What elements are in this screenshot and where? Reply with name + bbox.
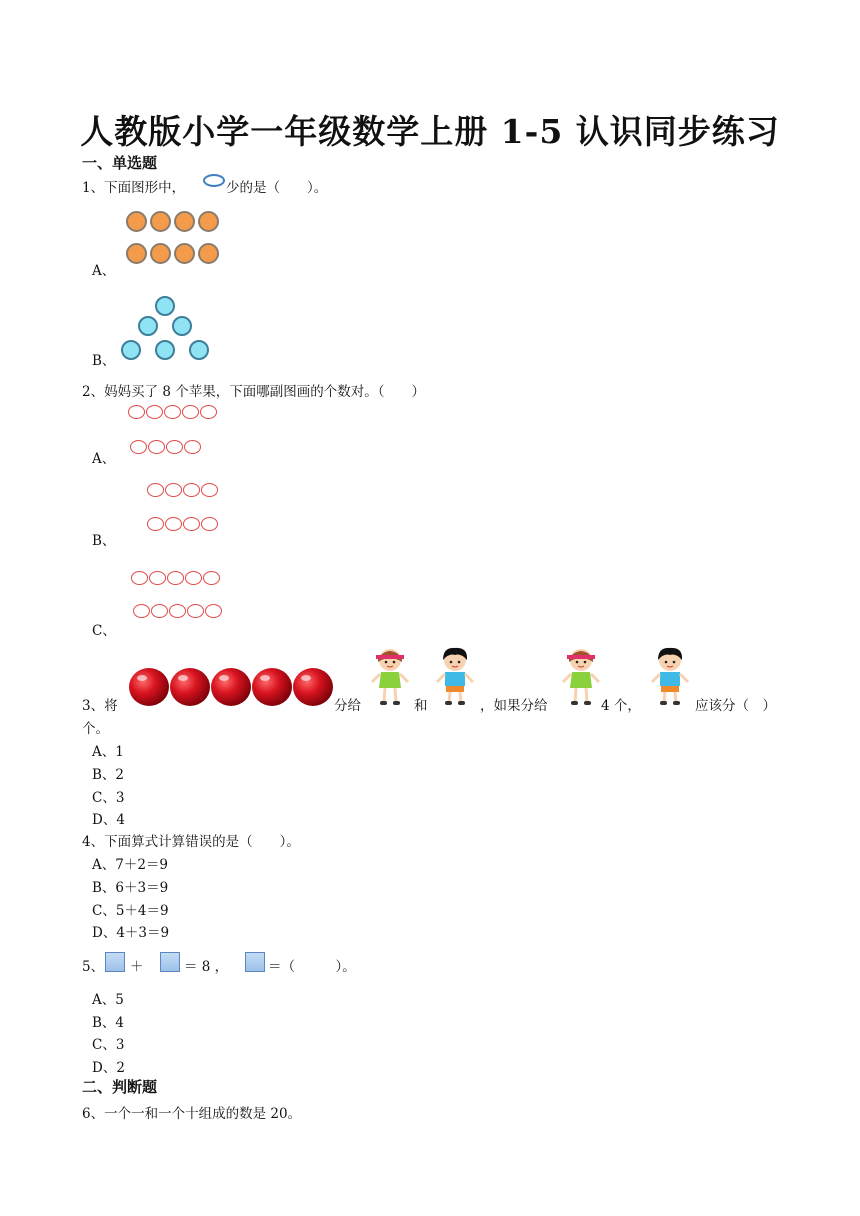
cyan-circle [155, 340, 175, 360]
question-3-text-4: ，如果分给 [480, 698, 548, 714]
apple-icon [252, 668, 292, 706]
question-4-stem: 4、下面算式计算错误的是（ ）。 [82, 834, 300, 850]
girl-icon [370, 646, 410, 708]
red-ring [201, 517, 218, 531]
red-ring [184, 440, 201, 454]
orange-circle [126, 211, 147, 232]
question-3-text-7: 个。 [82, 721, 109, 737]
girl-icon [561, 646, 601, 708]
orange-circle [198, 243, 219, 264]
red-ring [166, 440, 183, 454]
question-2-stem: 2、妈妈买了 8 个苹果，下面哪副图画的个数对。（ ） [82, 384, 426, 400]
red-ring [182, 405, 199, 419]
blank-square-icon [160, 952, 180, 972]
question-4-option-a: A、7＋2＝9 [92, 857, 169, 873]
red-ring [167, 571, 184, 585]
red-ring [169, 604, 186, 618]
orange-circle [174, 211, 195, 232]
question-3-option-a: A、1 [92, 744, 124, 760]
question-3-option-c: C、3 [92, 790, 125, 806]
red-ring [147, 517, 164, 531]
question-3-text-5: 4 个， [601, 698, 641, 714]
red-ring [151, 604, 168, 618]
apple-icon [170, 668, 210, 706]
boy-icon [435, 646, 475, 708]
question-3-text-3: 和 [414, 698, 428, 714]
cyan-circle [172, 316, 192, 336]
question-2-option-a-label: A、 [92, 451, 116, 467]
question-4-option-c: C、5＋4＝9 [92, 903, 169, 919]
question-6-stem: 6、一个一和一个十组成的数是 20。 [82, 1106, 302, 1122]
blank-square-icon [245, 952, 265, 972]
red-ring [187, 604, 204, 618]
red-ring [183, 483, 200, 497]
section-heading-single-choice: 一、单选题 [82, 154, 158, 172]
question-5-plus: ＋ [130, 959, 144, 975]
boy-icon [650, 646, 690, 708]
red-ring [149, 571, 166, 585]
red-ring [183, 517, 200, 531]
cyan-circle [138, 316, 158, 336]
cyan-circle [189, 340, 209, 360]
orange-circle [174, 243, 195, 264]
red-ring [130, 440, 147, 454]
apples-image [128, 664, 334, 708]
question-3-text-2: 分给 [334, 698, 361, 714]
red-ring [201, 483, 218, 497]
question-2-option-b-label: B、 [92, 533, 116, 549]
section-heading-true-false: 二、判断题 [82, 1078, 158, 1096]
red-ring [147, 483, 164, 497]
question-1-stem-start: 1、下面图形中， [82, 180, 186, 196]
question-4-option-b: B、6＋3＝9 [92, 880, 169, 896]
question-5-option-c: C、3 [92, 1037, 125, 1053]
orange-circle [198, 211, 219, 232]
cyan-circle [121, 340, 141, 360]
question-1-option-a-label: A、 [92, 263, 116, 279]
question-1-option-b-label: B、 [92, 353, 116, 369]
question-5-answer-blank: ＝（ ）。 [268, 959, 356, 975]
apple-icon [293, 668, 333, 706]
red-ring [203, 571, 220, 585]
red-ring [185, 571, 202, 585]
red-ring [131, 571, 148, 585]
question-1-stem-end: 少的是（ ）。 [226, 180, 328, 196]
question-5-equals: ＝ 8 ， [184, 959, 229, 975]
question-2-option-c-label: C、 [92, 623, 116, 639]
blank-square-icon [105, 952, 125, 972]
question-5-option-b: B、4 [92, 1015, 125, 1031]
question-3-text-6: 应该分（ ） [695, 698, 776, 714]
apple-icon [211, 668, 251, 706]
red-ring [165, 483, 182, 497]
cyan-circle [155, 296, 175, 316]
red-ring [133, 604, 150, 618]
page-title: 人教版小学一年级数学上册 1-5 认识同步练习 [80, 112, 780, 151]
question-3-text-1: 3、将 [82, 698, 118, 714]
question-5-option-d: D、2 [92, 1060, 125, 1076]
red-ring [128, 405, 145, 419]
apple-icon [129, 668, 169, 706]
oval-shape-icon [203, 174, 225, 187]
red-ring [205, 604, 222, 618]
question-5-option-a: A、5 [92, 992, 124, 1008]
red-ring [148, 440, 165, 454]
red-ring [165, 517, 182, 531]
question-5-text-1: 5、 [82, 959, 105, 975]
red-ring [146, 405, 163, 419]
orange-circle [126, 243, 147, 264]
question-3-option-b: B、2 [92, 767, 125, 783]
orange-circle [150, 211, 171, 232]
question-4-option-d: D、4＋3＝9 [92, 925, 170, 941]
question-3-option-d: D、4 [92, 812, 125, 828]
orange-circle [150, 243, 171, 264]
red-ring [164, 405, 181, 419]
red-ring [200, 405, 217, 419]
